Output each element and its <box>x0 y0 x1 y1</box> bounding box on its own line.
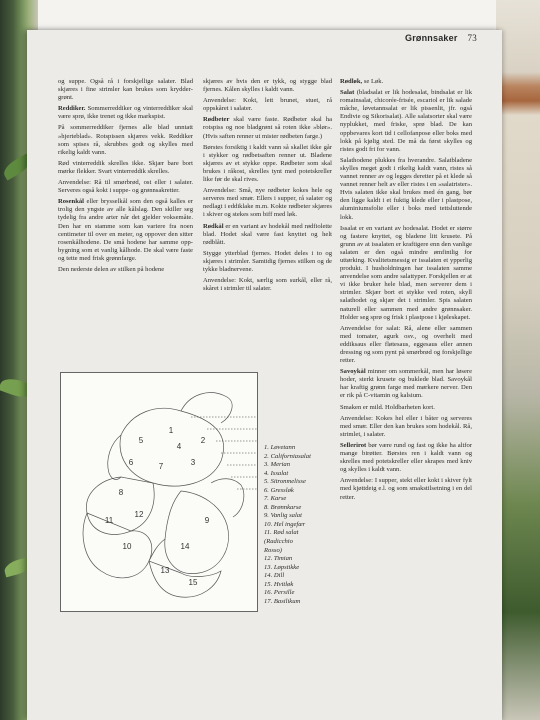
column2-paragraph <box>203 277 332 293</box>
text-column-1 <box>58 78 193 277</box>
diagram-region-number: 11 <box>104 516 114 525</box>
entry-heading: Rødkål <box>203 222 224 230</box>
section-title: Grønnsaker <box>405 33 458 43</box>
column3-paragraph <box>340 78 472 86</box>
diagram-region-number: 2 <box>200 436 206 445</box>
diagram-region-number: 5 <box>138 436 144 445</box>
diagram-region-number: 1 <box>168 426 174 435</box>
text-column-3 <box>340 78 472 505</box>
column2-paragraph <box>203 187 332 219</box>
column3-paragraph <box>340 368 472 400</box>
entry-text: er en variant av hodekål med rødfiolette blad. Hodet skal være fast knyttet og helt rødblått. <box>203 222 332 246</box>
entry-text: Anvendelse for salat: Rå, alene eller sammen med tomater, agurk osv., og overhelt med eddiksaus eller fløtesaus, eggesaus eller annen dressing og som pynt på smørbrød og forskjellige retter. <box>340 324 472 365</box>
legend-item: 10. Hel ingefær <box>264 520 306 528</box>
diagram-region-number: 13 <box>160 566 170 575</box>
legend-item: 1. Løvetann <box>264 444 296 451</box>
entry-text: Den nederste delen av stilken på hodene <box>58 265 165 273</box>
entry-text: Anvendelse: Rå til smørbrød, ost eller i salater. Serveres også kokt i suppe- og grønnsakretter. <box>58 179 193 195</box>
entry-text: (bladsalat er lik hodesalat, bindsalat er lik romainsalat, chicorée-frisée, escariol er lik salade mâche, løvetannsalat er lik pissenlit, jfr. også Endivie og Sikorisalat). Alle salatsorter skal være nyplukket, med friske, sprø blad. De kan oppbevares kort tid i cellofanpose eller boks med lokk på kjølig sted. De må da først skylles og ristes godt fri for vann. <box>340 89 472 153</box>
diagram-region-number: 10 <box>122 542 132 551</box>
entry-text: skjæres av hvis den er tykk, og stygge blad fjernes. Kålen skylles i kaldt vann. <box>203 78 332 94</box>
entry-text: Anvendelse: I supper, stekt eller kokt i skiver fylt med kjøttdeig e.l. og som smakstilsetning i en del retter. <box>340 477 472 501</box>
entry-text: På sommerreddiker fjernes alle blad unntatt »hjerteblad». Rotspissen skjæres vekk. Reddiker som spises rå, skrubbes godt og skylles med rikelig kaldt vann. <box>58 124 193 156</box>
legend-item: 11. Rød salat <box>264 529 299 537</box>
diagram-region-number: 12 <box>134 510 144 519</box>
column3-paragraph <box>340 89 472 154</box>
diagram-region-number: 14 <box>180 542 190 551</box>
column1-paragraph <box>58 179 193 195</box>
entry-text: Issalat er en variant av hodesalat. Hodet er større og fastere knyttet, og bladene litt krusete. På grunn av at issalaten er kraftigere enn den vanlige salaten er den også mindre ømfintlig for uttørking. Kvalitetsmessig er issalaten et ypperlig produkt. I husholdningen har issalaten samme anvendelse som andre salattyper. Forskjellen er at vi ikke bruker hele blad, men serverer dem i strimler. Skjær bort et stykke ved roten, skyll salathodet og skjær det i strimler. Spis salaten naturell eller sammen med andre grønnsaker. Holder seg sprø og frisk i plastpose i kjøleskapet. <box>340 224 472 321</box>
entry-text: minner om sommerkål, men har løsere hoder, sterkt krusete og buklede blad. Savoykål har kraftig grønn farge med mørkere nerver. Den er rik på C-vitamin og kalsium. <box>340 368 472 400</box>
entry-text: Sommerreddiker og vinterreddiker skal være sprø, ikke trenet og ikke markspist. <box>58 105 193 121</box>
herb-bed-diagram <box>60 372 258 612</box>
column1-paragraph <box>58 160 193 176</box>
legend-item: 4. Issalat <box>264 469 289 477</box>
column2-paragraph <box>203 116 332 140</box>
column1-paragraph <box>58 124 193 156</box>
column3-paragraph <box>340 442 472 474</box>
column1-paragraph <box>58 78 193 102</box>
legend-item: 12. Timian <box>264 555 293 563</box>
entry-text: Anvendelse: Små, nye rødbeter kokes hele og serveres med smør. Ellers i supper, rå salater og nedlagt i eddiklake m.m. Kokte rødbeter skjæres i skiver og stekes som biff med løk. <box>203 187 332 219</box>
column1-paragraph <box>58 105 193 121</box>
diagram-region-number: 8 <box>118 488 124 497</box>
column3-paragraph <box>340 325 472 365</box>
legend-item: 14. Dill <box>264 572 285 580</box>
column2-paragraph <box>203 250 332 274</box>
page-header <box>405 33 477 43</box>
legend-item: 9. Vanlig salat <box>264 512 302 520</box>
legend-item: 13. Løpstikke <box>264 563 300 571</box>
entry-heading: Reddiker. <box>58 105 86 113</box>
entry-text: Anvendelse: Kokt, lett brunet, stuet, rå oppskåret i salater. <box>203 97 332 113</box>
legend-item: (Radicchio <box>264 538 293 546</box>
column2-paragraph <box>203 144 332 184</box>
column3-paragraph <box>340 157 472 222</box>
legend-item: Rosso) <box>264 546 282 554</box>
legend-item: 2. Californiasalat <box>264 452 311 460</box>
entry-heading: Rødbeter <box>203 116 230 124</box>
column3-paragraph <box>340 477 472 501</box>
diagram-region-number: 9 <box>204 516 210 525</box>
diagram-region-number: 6 <box>128 458 134 467</box>
entry-text: Salathodene plukkes fra hverandre. Salatbladene skylles meget godt i rikelig kaldt vann, ristes så vannet renner av og legges deretter på et klede så vannet renner helt av eller ristes i en »salatrister». Hvis salaten ikke skal brukes med én gang, bør den ligge kaldt i et fuktig klede eller i plastpose, aluminiumsfolie eller i boks med tettsluttende lokk. <box>340 156 472 221</box>
page-number: 73 <box>467 33 477 43</box>
column2-paragraph <box>203 97 332 113</box>
text-column-2 <box>203 78 332 296</box>
entry-text: bør være rund og fast og ikke ha altfor mange birøtter. Børstes ren i kaldt vann og skrelles med potetskreller eller skrapes med kniv og skylles i kaldt vann. <box>340 441 472 474</box>
diagram-region-number: 7 <box>158 462 164 471</box>
entry-text: Smaken er mild. Holdbarheten kort. <box>340 403 435 411</box>
legend-item: 3. Merian <box>264 461 291 469</box>
entry-heading: Rødløk, <box>340 78 363 85</box>
entry-heading: Savoykål <box>340 368 366 376</box>
entry-text: Rød vinterreddik skrelles ikke. Skjær bare bort mørke flekker. Svart vinterreddik skrelles. <box>58 159 193 175</box>
entry-text: se Løk. <box>363 78 384 85</box>
entry-text: Anvendelse: Kokt, særlig som surkål, eller rå, skåret i strimler til salater. <box>203 277 332 293</box>
column1-paragraph <box>58 266 193 274</box>
legend-item: 15. Hvitløk <box>264 580 294 588</box>
entry-heading: Sellerirot <box>340 441 367 449</box>
legend-item: 5. Sitronmelisse <box>264 478 306 486</box>
legend-item: 16. Persille <box>264 589 295 597</box>
diagram-legend <box>264 444 340 606</box>
column1-paragraph <box>58 198 193 263</box>
column3-paragraph <box>340 225 472 322</box>
legend-item: 8. Brønnkarse <box>264 503 302 511</box>
diagram-region-number: 3 <box>190 458 196 467</box>
entry-text: Anvendelse: Kokes hel eller i båter og serveres med smør. Eller den kan brukes som hodekål. Rå, strimlet, i salater. <box>340 414 472 438</box>
herb-bed-diagram-svg <box>61 373 257 611</box>
entry-text: skal være faste. Rødbeter skal ha rotspiss og noe bladgrønt så roten ikke »blør». (Hvis saften renner ut mister rødbeten farge.) <box>203 116 332 140</box>
diagram-region-number: 15 <box>188 578 198 587</box>
plant-photo-right <box>496 0 540 720</box>
entry-text: Børstes forsiktig i kaldt vann så skallet ikke går i stykker og rødbetsaften renner ut. Bladene skjæres av et stykke oppe. Rødbeter som skal brukes i råkost, skrelles tynt med potetskreller like før de skal rives. <box>203 143 332 184</box>
entry-text: og suppe. Også rå i forskjellige salater. Blad skjæres i fine strimler kan brukes som kryddergrønt. <box>58 78 193 102</box>
entry-text: Stygge ytterblad fjernes. Hodet deles i to og skjæres i strimler. Samtidig fjernes stilken og de tykke bladnervene. <box>203 249 332 273</box>
legend-item: 6. Gressløk <box>264 486 294 494</box>
legend-item: 7. Karse <box>264 495 287 503</box>
entry-heading: Rosenkål <box>58 198 85 206</box>
column2-paragraph <box>203 78 332 94</box>
column3-paragraph <box>340 415 472 439</box>
column3-paragraph <box>340 404 472 412</box>
entry-text: eller brysselkål som den også kalles er trolig den yngste av alle kålslag. Den skiller seg tydelig fra andre arter når det gjelder voksemåte. Den har en stamme som kan variere fra noen centimeter til over en meter, og oppover den sitter rosenkålhodene. De små hodene har samme oppbygning som et vanlig kålhode. De skal være faste og tette med frisk grønnfarge. <box>58 198 193 262</box>
column2-paragraph <box>203 223 332 247</box>
diagram-region-number: 4 <box>176 442 182 451</box>
entry-heading: Salat <box>340 89 355 97</box>
legend-item: 17. Basilikum <box>264 597 301 605</box>
